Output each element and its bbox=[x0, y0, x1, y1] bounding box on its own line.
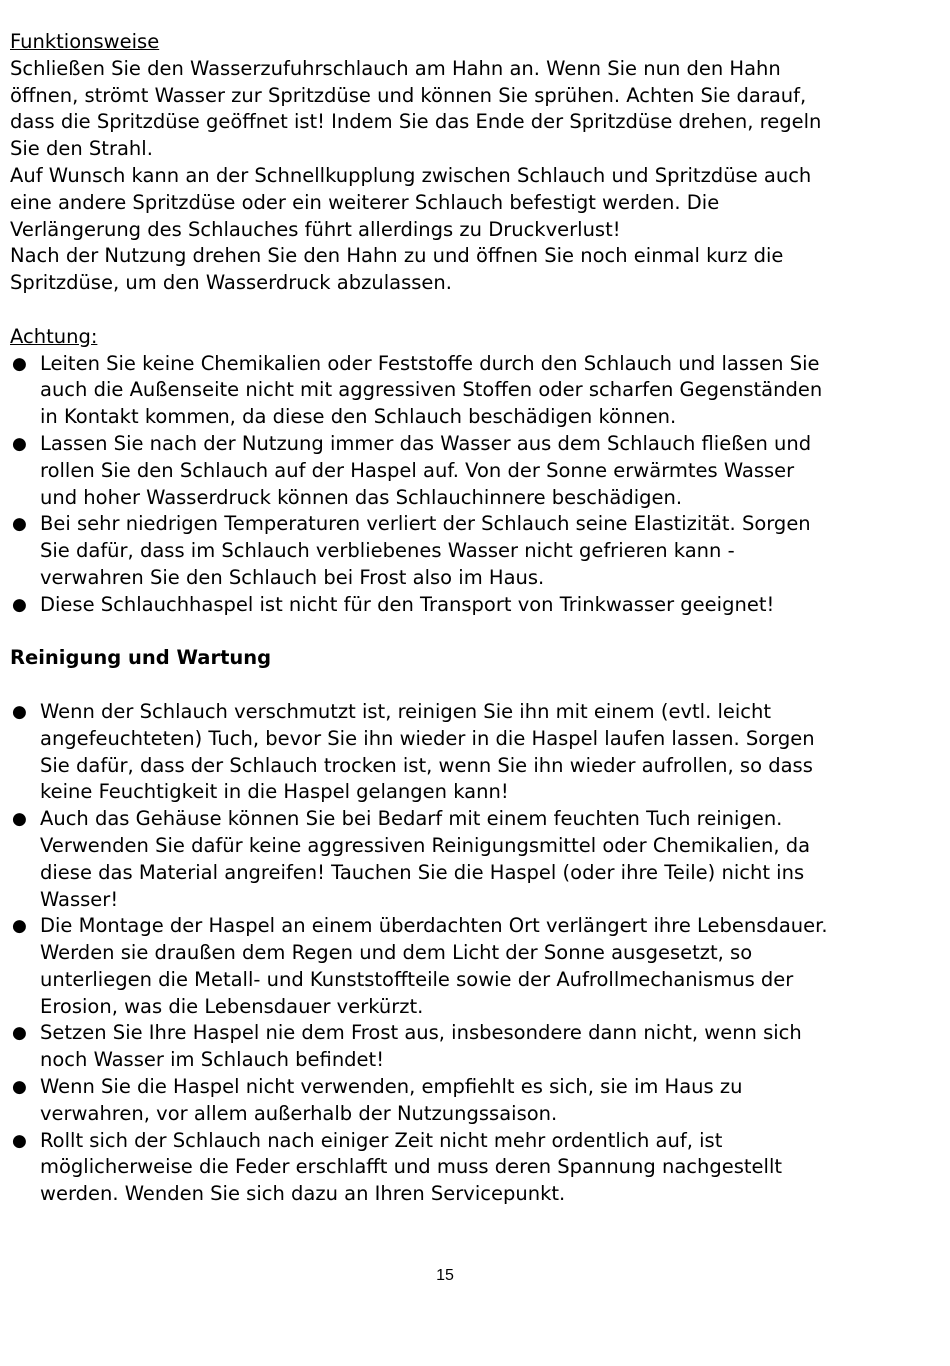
bullet-icon: ● bbox=[12, 916, 27, 937]
list-item bbox=[10, 351, 890, 431]
list-item bbox=[10, 1128, 890, 1208]
list-item bbox=[10, 913, 890, 1020]
text-line: Spritzdüse, um den Wasserdruck abzulassen. bbox=[10, 271, 452, 295]
bullet-icon: ● bbox=[12, 701, 27, 722]
text-line: werden. Wenden Sie sich dazu an Ihren Servicepunkt. bbox=[40, 1182, 566, 1206]
text-line: Lassen Sie nach der Nutzung immer das Wasser aus dem Schlauch fließen und bbox=[40, 431, 812, 455]
list-item bbox=[10, 592, 890, 619]
text-line: Verlängerung des Schlauches führt allerdings zu Druckverlust! bbox=[10, 217, 621, 241]
text-line: Sie dafür, dass im Schlauch verbliebenes Wasser nicht gefrieren kann - bbox=[40, 539, 735, 563]
bullet-icon: ● bbox=[12, 514, 27, 535]
text-line: Diese Schlauchhaspel ist nicht für den Transport von Trinkwasser geeignet! bbox=[40, 592, 775, 616]
list-item bbox=[10, 1020, 890, 1074]
text-line: auch die Außenseite nicht mit aggressiven Stoffen oder scharfen Gegenständen bbox=[40, 378, 823, 402]
text-line: Nach der Nutzung drehen Sie den Hahn zu und öffnen Sie noch einmal kurz die bbox=[10, 244, 784, 268]
bullet-icon: ● bbox=[12, 809, 27, 830]
text-line: Setzen Sie Ihre Haspel nie dem Frost aus, insbesondere dann nicht, wenn sich bbox=[40, 1021, 802, 1045]
spacer bbox=[10, 619, 890, 646]
page-number: 15 bbox=[436, 1267, 454, 1284]
text-line: verwahren Sie den Schlauch bei Frost also im Haus. bbox=[40, 565, 545, 589]
text-line: noch Wasser im Schlauch befindet! bbox=[40, 1048, 385, 1072]
text-line: dass die Spritzdüse geöffnet ist! Indem Sie das Ende der Spritzdüse drehen, regeln bbox=[10, 110, 822, 134]
bullet-icon: ● bbox=[12, 353, 27, 374]
text-line: öffnen, strömt Wasser zur Spritzdüse und können Sie sprühen. Achten Sie darauf, bbox=[10, 83, 807, 107]
list-item bbox=[10, 511, 890, 591]
text-line: angefeuchteten) Tuch, bevor Sie ihn wieder in die Haspel laufen lassen. Sorgen bbox=[40, 726, 815, 750]
text-line: keine Feuchtigkeit in die Haspel gelangen kann! bbox=[40, 780, 509, 804]
achtung-list bbox=[10, 351, 890, 619]
text-line: Auch das Gehäuse können Sie bei Bedarf mit einem feuchten Tuch reinigen. bbox=[40, 807, 783, 831]
text-line: Verwenden Sie dafür keine aggressiven Reinigungsmittel oder Chemikalien, da bbox=[40, 833, 811, 857]
text-line: verwahren, vor allem außerhalb der Nutzungssaison. bbox=[40, 1101, 558, 1125]
document-page bbox=[10, 29, 890, 1208]
text-line: Sie dafür, dass der Schlauch trocken ist, wenn Sie ihn wieder aufrollen, so dass bbox=[40, 753, 813, 777]
list-item bbox=[10, 431, 890, 511]
text-line: Bei sehr niedrigen Temperaturen verliert der Schlauch seine Elastizität. Sorgen bbox=[40, 512, 811, 536]
reinigung-heading: Reinigung und Wartung bbox=[10, 646, 272, 670]
achtung-heading: Achtung: bbox=[10, 324, 98, 348]
text-line: Schließen Sie den Wasserzufuhrschlauch am Hahn an. Wenn Sie nun den Hahn bbox=[10, 56, 781, 80]
text-line: und hoher Wasserdruck können das Schlauchinnere beschädigen. bbox=[40, 485, 683, 509]
bullet-icon: ● bbox=[12, 1023, 27, 1044]
list-item bbox=[10, 1074, 890, 1128]
text-line: unterliegen die Metall- und Kunststoffteile sowie der Aufrollmechanismus der bbox=[40, 967, 794, 991]
text-line: Werden sie draußen dem Regen und dem Licht der Sonne ausgesetzt, so bbox=[40, 941, 753, 965]
text-line: in Kontakt kommen, da diese den Schlauch beschädigen können. bbox=[40, 405, 677, 429]
text-line: eine andere Spritzdüse oder ein weiterer Schlauch befestigt werden. Die bbox=[10, 190, 720, 214]
text-line: Rollt sich der Schlauch nach einiger Zeit nicht mehr ordentlich auf, ist bbox=[40, 1128, 723, 1152]
text-line: Leiten Sie keine Chemikalien oder Feststoffe durch den Schlauch und lassen Sie bbox=[40, 351, 820, 375]
bullet-icon: ● bbox=[12, 1130, 27, 1151]
spacer bbox=[10, 672, 890, 699]
text-line: Wasser! bbox=[40, 887, 119, 911]
bullet-icon: ● bbox=[12, 433, 27, 454]
text-line: diese das Material angreifen! Tauchen Sie die Haspel (oder ihre Teile) nicht ins bbox=[40, 860, 805, 884]
list-item bbox=[10, 699, 890, 806]
list-item bbox=[10, 806, 890, 913]
text-line: Erosion, was die Lebensdauer verkürzt. bbox=[40, 994, 424, 1018]
bullet-icon: ● bbox=[12, 1077, 27, 1098]
spacer bbox=[10, 297, 890, 324]
funktionsweise-paragraph bbox=[10, 56, 890, 297]
text-line: Die Montage der Haspel an einem überdachten Ort verlängert ihre Lebensdauer. bbox=[40, 914, 828, 938]
reinigung-list bbox=[10, 699, 890, 1208]
funktionsweise-heading: Funktionsweise bbox=[10, 30, 160, 53]
text-line: Wenn Sie die Haspel nicht verwenden, empfiehlt es sich, sie im Haus zu bbox=[40, 1075, 743, 1099]
text-line: möglicherweise die Feder erschlafft und muss deren Spannung nachgestellt bbox=[40, 1155, 783, 1179]
bullet-icon: ● bbox=[12, 594, 27, 615]
text-line: Wenn der Schlauch verschmutzt ist, reinigen Sie ihn mit einem (evtl. leicht bbox=[40, 699, 772, 723]
text-line: Auf Wunsch kann an der Schnellkupplung zwischen Schlauch und Spritzdüse auch bbox=[10, 163, 812, 187]
text-line: rollen Sie den Schlauch auf der Haspel auf. Von der Sonne erwärmtes Wasser bbox=[40, 458, 795, 482]
text-line: Sie den Strahl. bbox=[10, 137, 153, 161]
